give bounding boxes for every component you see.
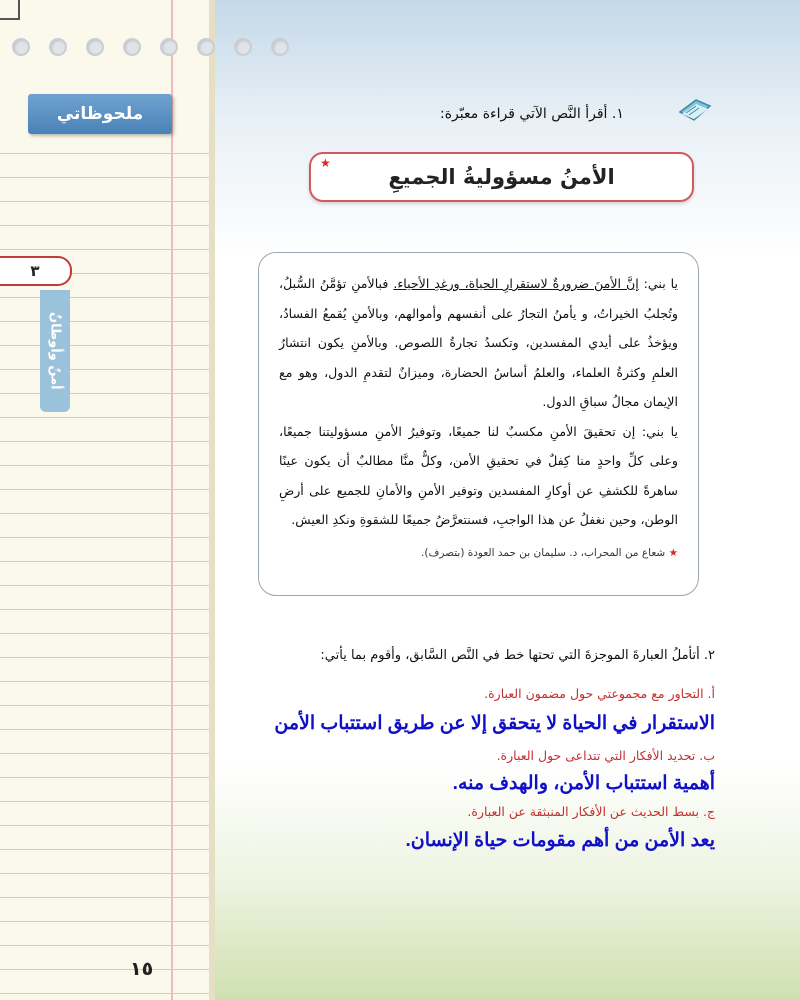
passage-title: الأمنُ مسؤوليةُ الجميعِ: [309, 152, 694, 202]
sub-question-b: ب. تحديد الأفكار التي تتداعى حول العبارة.: [496, 748, 715, 763]
corner-crop-mark: [0, 0, 20, 20]
unit-title: أمنٌ وأوطانٌ: [47, 312, 63, 390]
underlined-phrase: إنَّ الأمنَ ضرورةٌ لاستقرارِ الحياة، ورغدِ الأحياء.: [393, 276, 639, 291]
books-icon: [676, 92, 716, 124]
unit-title-tab: [40, 290, 70, 412]
answer-c: يعد الأمن من أهم مقومات حياة الإنسان.: [405, 830, 715, 851]
sub-question-a: أ. التحاور مع مجموعتي حول مضمون العبارة.: [484, 686, 715, 701]
binder-hole-icon: [12, 38, 30, 56]
binder-hole-icon: [160, 38, 178, 56]
star-icon: ★: [668, 546, 678, 559]
source-text: شعاع من المحراب، د. سليمان بن حمد العودة (بتصرف).: [421, 546, 666, 559]
binder-hole-icon: [271, 38, 289, 56]
binder-hole-icon: [49, 38, 67, 56]
passage-text: فبالأمنِ تؤمَّنُ السُّبلُ، وتُجلبُ الخيراتُ، و يأمنُ التجارُ على أنفسهم وأموالهم، وبالأمنِ يُقمعُ الفسادُ، ويؤخذُ على أيدي المفسدين، وتكسدُ تجارةُ اللصوص. وبالأمنِ يكون انتشارُ العلمِ وكثرةُ العلماء، والعلمُ أساسُ الحضارة، وميزانٌ لتقدمِ الدول، وهو مع الإيمان مجالُ سباقِ الدول.: [279, 276, 678, 409]
question-2: ٢. أتأملُ العبارةَ الموجزةَ التي تحتها خط في النَّص السَّابق، وأقوم بما يأتي:: [320, 648, 715, 663]
star-icon: ★: [320, 156, 331, 170]
answer-b: أهمية استتباب الأمن، والهدف منه.: [452, 773, 715, 794]
unit-number-badge: ٣: [0, 256, 72, 286]
binder-hole-icon: [123, 38, 141, 56]
binder-hole-icon: [86, 38, 104, 56]
passage-box: [258, 252, 699, 596]
binder-hole-icon: [234, 38, 252, 56]
sub-question-c: ج. بسط الحديث عن الأفكار المنبثقة عن العبارة.: [467, 804, 715, 819]
passage-paragraph-1: [279, 269, 678, 417]
binder-hole-icon: [197, 38, 215, 56]
notes-sidebar: [0, 0, 215, 1000]
margin-line: [171, 0, 173, 1000]
passage-prefix: يا بني:: [638, 276, 678, 291]
notes-label: ملحوظاتي: [28, 94, 172, 134]
binder-holes: [12, 38, 289, 56]
passage-paragraph-2: يا بني: إن تحقيقَ الأمنِ مكسبٌ لنا جميعًا، وتوفيرُ الأمنِ مسؤوليتنا جميعًا، وعلى كلِّ واحدٍ منا كِفلٌ في تحقيقِ الأمن، وكلٌّ منَّا مطالبٌ أن يكون عينًا ساهرةً للكشفِ عن أوكارِ المفسدين وتوفير الأمنِ والأمانِ للجميع على أرضِ الوطن، وحين نغفلُ عن هذا الواجبِ، فسنتعرَّضُ جميعًا للشقوةِ ونكدِ العيش.: [279, 423, 678, 527]
passage-source: [279, 547, 678, 559]
page-number: ١٥: [130, 958, 154, 980]
answer-a: الاستقرار في الحياة لا يتحقق إلا عن طريق استتباب الأمن: [274, 713, 715, 734]
question-1: ١. أقرأ النَّص الآتي قراءة معبّرة:: [440, 106, 624, 122]
